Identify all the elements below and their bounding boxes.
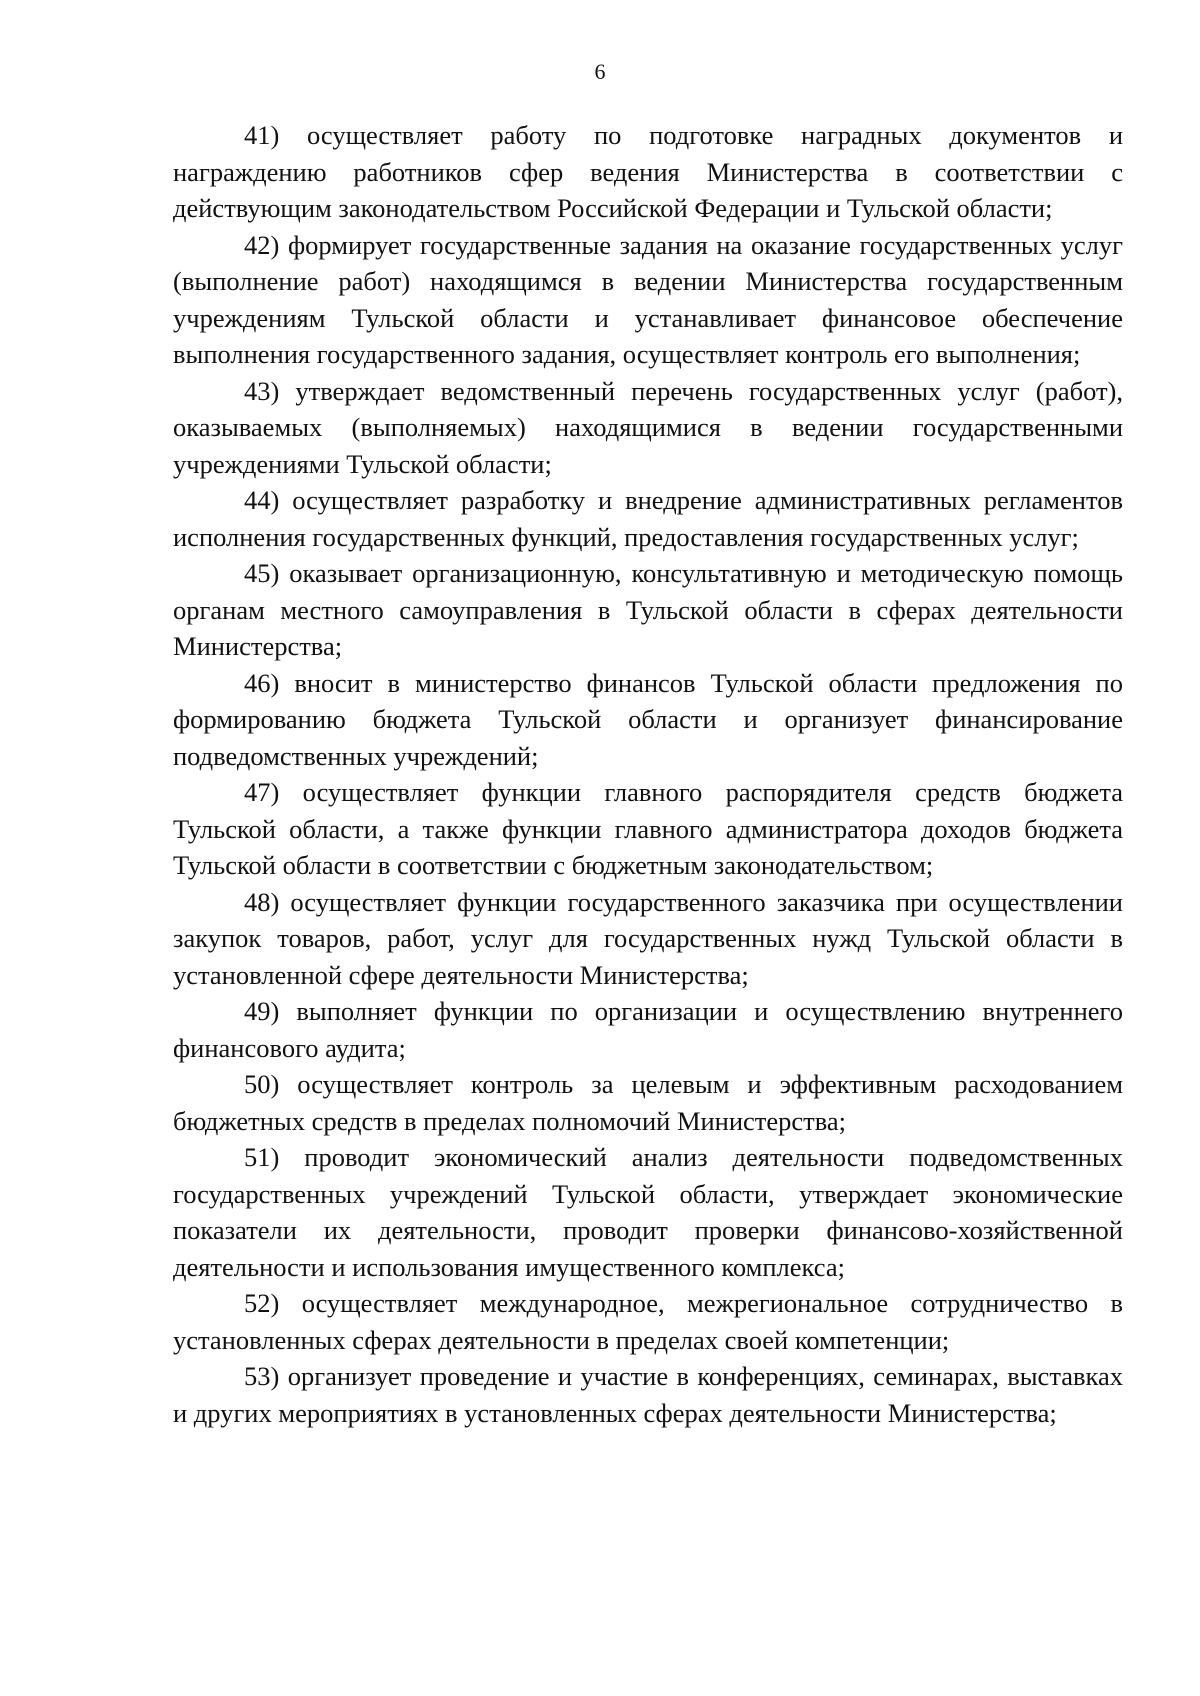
list-item-48: 48) осуществляет функции государственного заказчика при осуществлении закупок товаров, работ, услуг для государственных нужд Тульской области в установленной сфере деятельности Министерства;: [173, 886, 1123, 990]
list-item-53: 53) организует проведение и участие в конференциях, семинарах, выставках и других мероприятиях в установленных сферах деятельности Министерства;: [173, 1361, 1123, 1428]
list-item-42: 42) формирует государственные задания на оказание государственных услуг (выполнение работ) находящимся в ведении Министерства государственным учреждениям Тульской области и устанавливает финансовое обеспечение выполнения государственного задания, осуществляет контроль его выполнения;: [173, 229, 1123, 369]
list-item-43: 43) утверждает ведомственный перечень государственных услуг (работ), оказываемых (выполняемых) находящимися в ведении государственными учреждениями Тульской области;: [173, 375, 1123, 479]
list-item-49: 49) выполняет функции по организации и осуществлению внутреннего финансового аудита;: [173, 996, 1123, 1063]
document-body: [173, 117, 1123, 1431]
page-number: 6: [594, 59, 606, 84]
list-item-47: 47) осуществляет функции главного распорядителя средств бюджета Тульской области, а также функции главного администратора доходов бюджета Тульской области в соответствии с бюджетным законодательством;: [173, 777, 1123, 880]
list-item-46: 46) вносит в министерство финансов Тульской области предложения по формированию бюджета Тульской области и организует финансирование подведомственных учреждений;: [173, 667, 1123, 771]
list-item-45: 45) оказывает организационную, консультативную и методическую помощь органам местного самоуправления в Тульской области в сферах деятельности Министерства;: [173, 558, 1123, 661]
list-item-44: 44) осуществляет разработку и внедрение административных регламентов исполнения государственных функций, предоставления государственных услуг;: [173, 485, 1123, 552]
list-item-52: 52) осуществляет международное, межрегиональное сотрудничество в установленных сферах деятельности в пределах своей компетенции;: [173, 1288, 1123, 1355]
list-item-51: 51) проводит экономический анализ деятельности подведомственных государственных учреждений Тульской области, утверждает экономические показатели их деятельности, проводит проверки финансово-хозяйственной деятельности и использования имущественного комплекса;: [173, 1142, 1123, 1282]
list-item-50: 50) осуществляет контроль за целевым и эффективным расходованием бюджетных средств в пределах полномочий Министерства;: [173, 1069, 1123, 1136]
list-item-41: 41) осуществляет работу по подготовке наградных документов и награждению работников сфер ведения Министерства в соответствии с действующим законодательством Российской Федерации и Тульской области;: [173, 120, 1123, 223]
